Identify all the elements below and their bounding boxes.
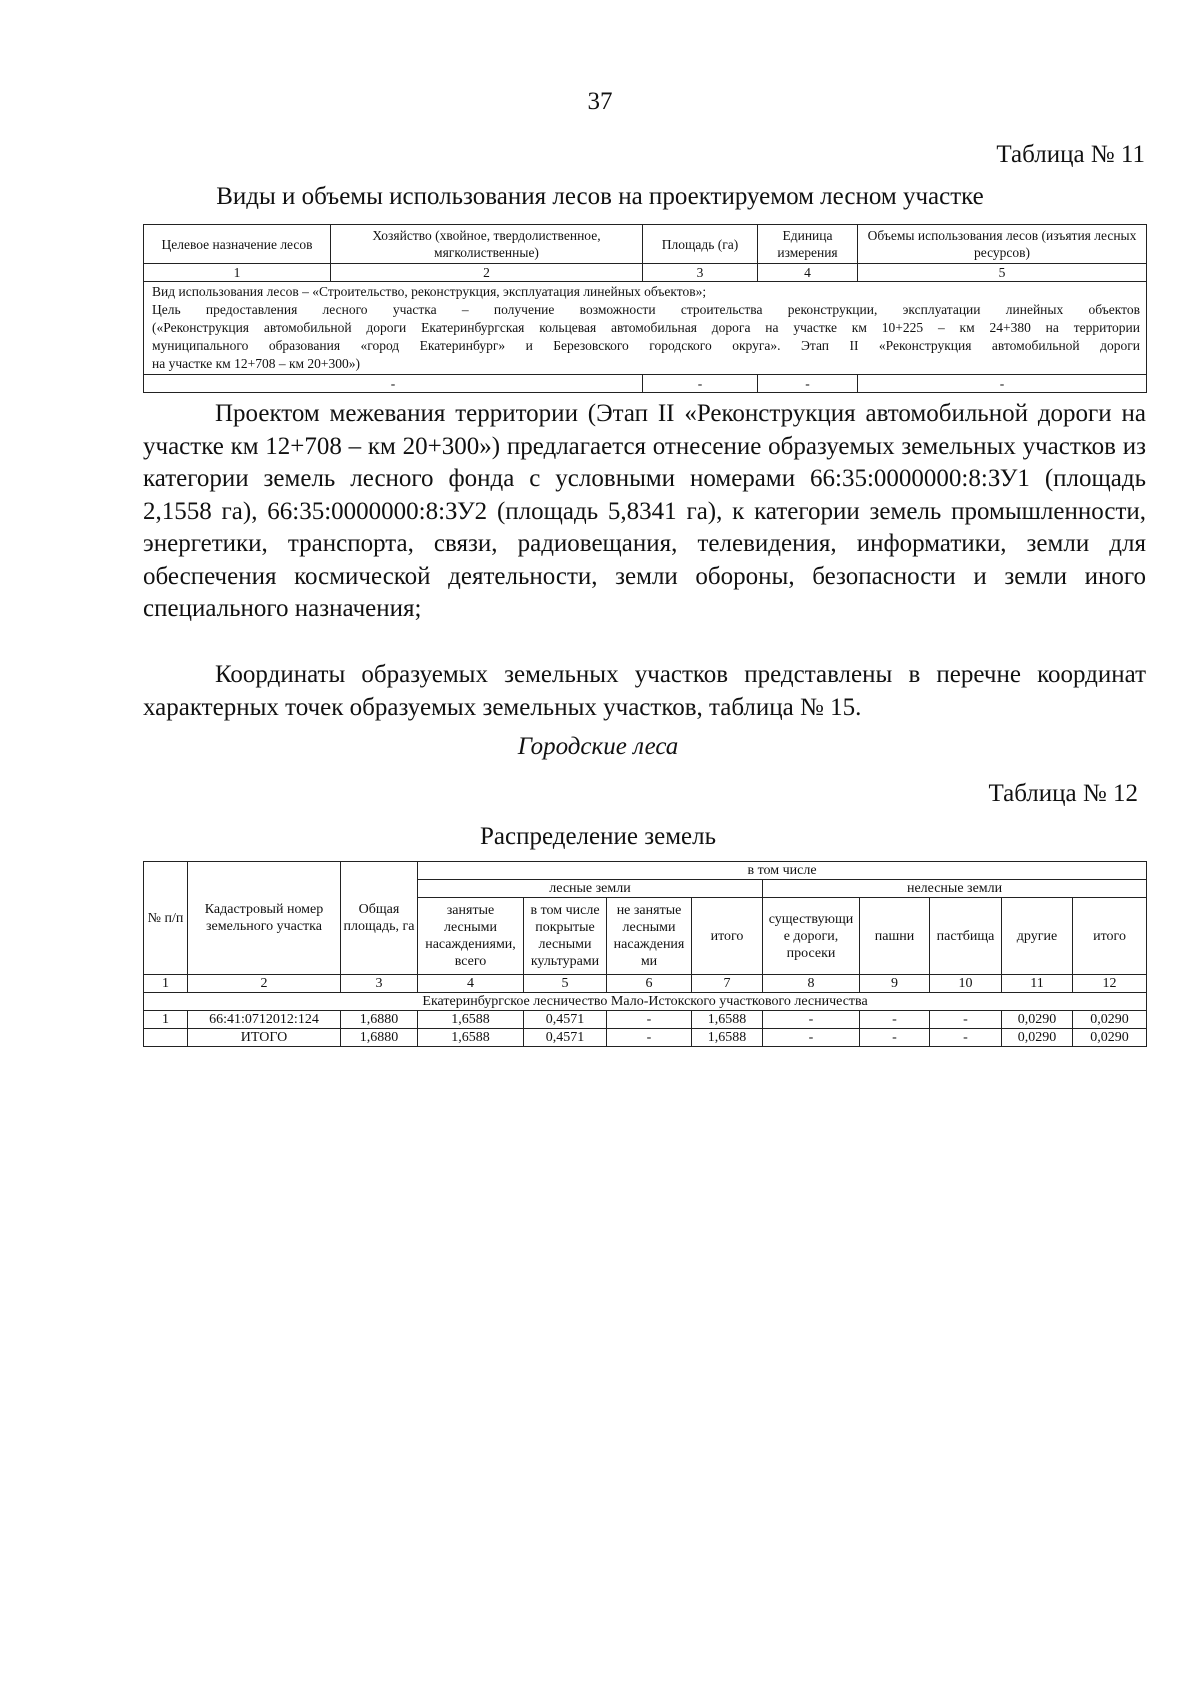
- table-11-label: Таблица № 11: [996, 141, 1145, 168]
- description-line: («Реконструкция автомобильной дороги Екатеринбургская кольцевая автомобильная дорога на участке км 10+225 – км 24+380 на территории: [152, 320, 1140, 335]
- cell: -: [607, 1011, 692, 1029]
- section-heading: Городские леса: [517, 733, 679, 760]
- column-number: 1: [144, 264, 331, 282]
- table-header-row: [144, 225, 1147, 264]
- column-header: Целевое назначение лесов: [144, 225, 331, 264]
- column-header: в том числе: [418, 862, 1147, 880]
- cell: 1,6880: [341, 1029, 418, 1047]
- column-number: 10: [930, 975, 1002, 993]
- table-header-row: [144, 862, 1147, 880]
- column-number: 6: [607, 975, 692, 993]
- column-number: 5: [524, 975, 607, 993]
- column-header: Площадь (га): [643, 225, 758, 264]
- column-header: Хозяйство (хвойное, твердолиственное, мягколиственные): [331, 225, 643, 264]
- column-header: лесные земли: [418, 880, 763, 898]
- cell: 1,6588: [418, 1011, 524, 1029]
- land-distribution-table: [143, 861, 1147, 1047]
- column-header: Единица измерения: [758, 225, 858, 264]
- table-row: [144, 1011, 1147, 1029]
- group-row: [144, 993, 1147, 1011]
- description-line: Цель предоставления лесного участка – получение возможности строительства реконструкции, эксплуатации линейных объектов: [152, 302, 1140, 317]
- column-header: Объемы использования лесов (изъятия лесных ресурсов): [858, 225, 1147, 264]
- column-header: не занятые лесными насаждения ми: [607, 898, 692, 975]
- description-line: на участке км 12+708 – км 20+300»): [152, 356, 361, 371]
- column-header: пастбища: [930, 898, 1002, 975]
- total-row: [144, 1029, 1147, 1047]
- description-line: муниципального образования «город Екатеринбург» и Березовского городского округа». Этап II «Реконструкция автомобильной дороги: [152, 338, 1140, 353]
- column-number: 7: [692, 975, 763, 993]
- column-number: 4: [418, 975, 524, 993]
- table-11-title: Виды и объемы использования лесов на проектируемом лесном участке: [216, 183, 984, 210]
- cell: 1,6588: [418, 1029, 524, 1047]
- forest-use-description: [144, 282, 1147, 375]
- paragraph-text: Координаты образуемых земельных участков представлены в перечне координат характерных точек образуемых земельных участков, таблица № 15.: [143, 661, 1146, 721]
- column-number: 2: [188, 975, 341, 993]
- forest-use-table: [143, 224, 1147, 393]
- cell: 0,4571: [524, 1011, 607, 1029]
- cell: -: [860, 1011, 930, 1029]
- column-header: итого: [1073, 898, 1147, 975]
- column-number: 9: [860, 975, 930, 993]
- column-number: 3: [643, 264, 758, 282]
- cell: -: [758, 375, 858, 393]
- column-header: нелесные земли: [763, 880, 1147, 898]
- column-number: 2: [331, 264, 643, 282]
- cell: 1: [144, 1011, 188, 1029]
- cell: -: [763, 1011, 860, 1029]
- column-header: итого: [692, 898, 763, 975]
- table-12-label: Таблица № 12: [988, 780, 1138, 807]
- forestry-group-label: Екатеринбургское лесничество Мало-Истокского участкового лесничества: [144, 993, 1147, 1011]
- cell: 1,6588: [692, 1029, 763, 1047]
- column-number: 8: [763, 975, 860, 993]
- column-number: 12: [1073, 975, 1147, 993]
- column-header: пашни: [860, 898, 930, 975]
- cell: 0,0290: [1073, 1029, 1147, 1047]
- cell: -: [930, 1011, 1002, 1029]
- cell: 1,6880: [341, 1011, 418, 1029]
- cell: -: [607, 1029, 692, 1047]
- cell: -: [860, 1029, 930, 1047]
- column-header: другие: [1002, 898, 1073, 975]
- column-header: № п/п: [144, 862, 188, 975]
- column-number-row: [144, 975, 1147, 993]
- column-number: 3: [341, 975, 418, 993]
- table-row: [144, 375, 1147, 393]
- table-12-title: Распределение земель: [480, 823, 716, 850]
- column-header: существующи е дороги, просеки: [763, 898, 860, 975]
- description-row: [144, 282, 1147, 375]
- cell: 66:41:0712012:124: [188, 1011, 341, 1029]
- cell: 0,0290: [1073, 1011, 1147, 1029]
- column-number: 5: [858, 264, 1147, 282]
- cell: 1,6588: [692, 1011, 763, 1029]
- page-number: 37: [587, 88, 613, 115]
- body-paragraph: [143, 398, 1146, 626]
- cell: -: [858, 375, 1147, 393]
- cell: 0,4571: [524, 1029, 607, 1047]
- column-number: 4: [758, 264, 858, 282]
- cell: 0,0290: [1002, 1029, 1073, 1047]
- column-header: в том числе покрытые лесными культурами: [524, 898, 607, 975]
- column-number-row: [144, 264, 1147, 282]
- description-line: Вид использования лесов – «Строительство, реконструкция, эксплуатация линейных объектов»;: [152, 284, 707, 299]
- body-paragraph: [143, 659, 1146, 724]
- column-number: 1: [144, 975, 188, 993]
- column-header: Кадастровый номер земельного участка: [188, 862, 341, 975]
- cell: [144, 1029, 188, 1047]
- cell: -: [763, 1029, 860, 1047]
- cell: -: [144, 375, 643, 393]
- cell: -: [930, 1029, 1002, 1047]
- cell: ИТОГО: [188, 1029, 341, 1047]
- column-number: 11: [1002, 975, 1073, 993]
- column-header: Общая площадь, га: [341, 862, 418, 975]
- column-header: занятые лесными насаждениями, всего: [418, 898, 524, 975]
- cell: 0,0290: [1002, 1011, 1073, 1029]
- paragraph-text: Проектом межевания территории (Этап II «Реконструкция автомобильной дороги на участке км 12+708 – км 20+300») предлагается отнесение образуемых земельных участков из категории земель лесного фонда с условными номерами 66:35:0000000:8:ЗУ1 (площадь 2,1558 га), 66:35:0000000:8:ЗУ2 (площадь 5,8341 га), к категории земель промышленности, энергетики, транспорта, связи, радиовещания, телевидения, информатики, земли для обеспечения космической деятельности, земли обороны, безопасности и земли иного специального назначения;: [143, 400, 1146, 622]
- cell: -: [643, 375, 758, 393]
